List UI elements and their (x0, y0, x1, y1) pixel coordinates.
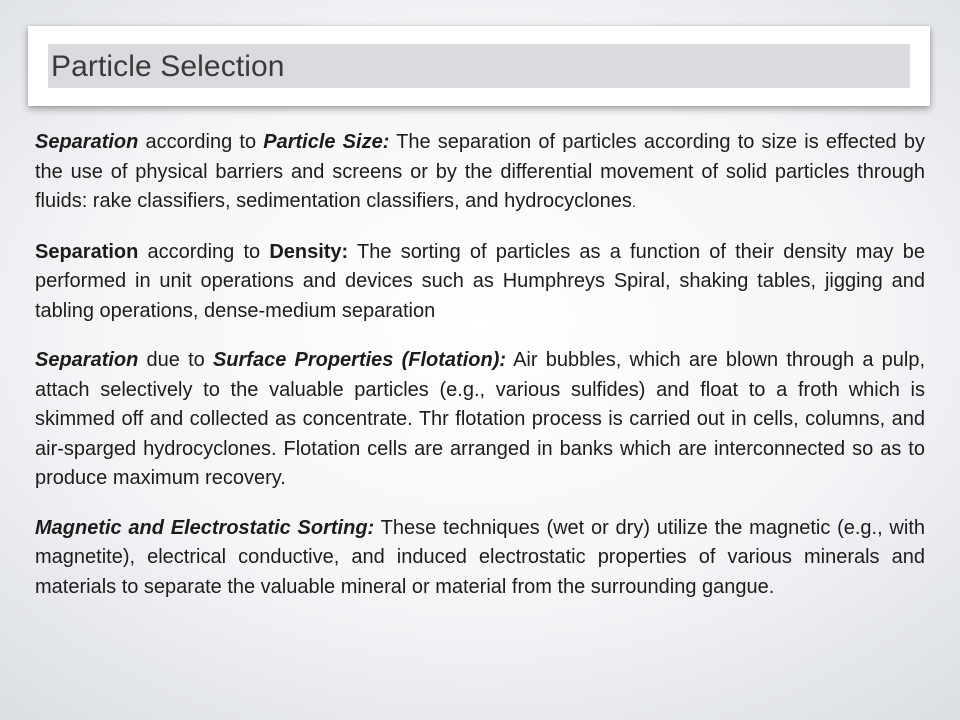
paragraph-magnetic-electrostatic (35, 514, 925, 603)
paragraph-body: These techniques (wet or dry) utilize the magnetic (e.g., with magnetite), electrical conductive, and induced electrostatic properties of various minerals and materials to separate the valuable mineral or material from the surrounding gangue. (35, 516, 925, 598)
title-frame (28, 26, 930, 106)
paragraph-lead-term: Separation (35, 349, 139, 371)
slide-title: Particle Selection (51, 50, 285, 83)
paragraph-lead-term: Separation (35, 131, 139, 153)
paragraph-particle-size (35, 128, 925, 218)
paragraph-body: The separation of particles according to size is effected by the use of physical barriers and screens or by the differential movement of solid particles through fluids: rake classifiers, sedimentation classifiers, and hydrocyclones (35, 131, 925, 212)
paragraph-body: Air bubbles, which are blown through a pulp, attach selectively to the valuable particles (e.g., various sulfides) and float to a froth which is skimmed off and collected as concentrate. Thr flotation process is carried out in cells, columns, and air-sparged hydrocyclones. Flotation cells are arranged in banks which are interconnected so as to produce maximum recovery. (35, 349, 926, 489)
paragraph-topic: Surface Properties (Flotation): (212, 349, 507, 371)
paragraph-body: The sorting of particles as a function of their density may be performed in unit operations and devices such as Humphreys Spiral, shaking tables, jigging and tabling operations, dense-medium separation (35, 240, 925, 322)
title-bar (48, 44, 910, 88)
paragraph-end-mark: . (631, 194, 636, 210)
paragraph-lead-term: Separation (35, 240, 139, 263)
paragraph-connector: according to (138, 240, 270, 263)
paragraph-topic: Density: (269, 240, 349, 263)
paragraph-flotation (35, 346, 925, 494)
slide-content (35, 128, 925, 622)
paragraph-topic: Particle Size: (263, 131, 390, 153)
paragraph-connector: according to (138, 131, 264, 153)
paragraph-topic: Magnetic and Electrostatic Sorting: (35, 516, 375, 539)
paragraph-density (35, 238, 925, 327)
paragraph-connector: due to (138, 349, 213, 371)
